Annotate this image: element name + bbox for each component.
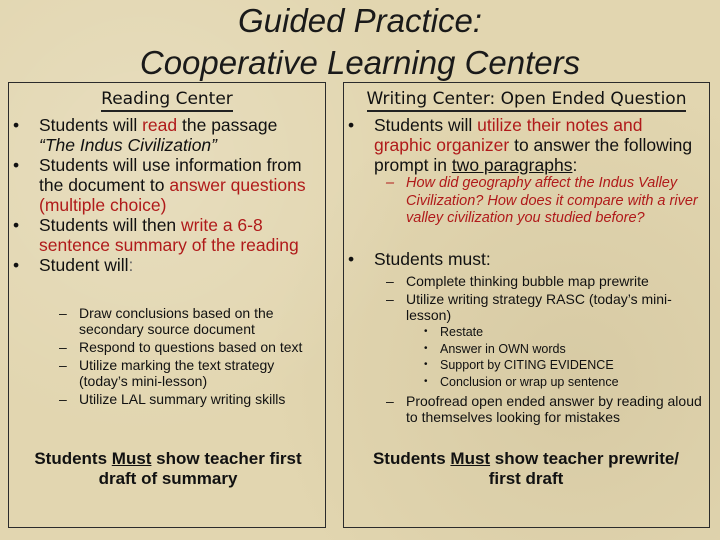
reading-must-note: Students Must show teacher first draft of summary [34, 449, 302, 488]
reading-bullet-4: • Student will: [9, 255, 325, 275]
rasc-item: • Restate [424, 324, 694, 341]
reading-subitem: – Utilize LAL summary writing skills [57, 391, 319, 407]
writing-subitem: – Complete thinking bubble map prewrite [384, 273, 702, 289]
reading-subitem: – Utilize marking the text strategy (today’s mini-lesson) [57, 357, 319, 389]
reading-subitem: – Draw conclusions based on the secondary source document [57, 305, 319, 337]
rasc-list [424, 324, 694, 391]
writing-subitems [384, 273, 702, 325]
rasc-item: • Conclusion or wrap up sentence [424, 374, 694, 391]
reading-subitem: – Respond to questions based on text [57, 339, 319, 355]
reading-bullets [9, 115, 325, 275]
reading-subitems [57, 305, 319, 409]
reading-center-panel [8, 82, 326, 528]
reading-bullet-3: • Students will then write a 6-8 sentence summary of the reading [9, 215, 325, 255]
reading-bullet-2: • Students will use information from the document to answer questions (multiple choice) [9, 155, 325, 215]
writing-bullet-1: • Students will utilize their notes and graphic organizer to answer the following prompt in two paragraphs: [344, 115, 704, 175]
title-line-1: Guided Practice: [238, 2, 482, 39]
reading-bullet-1: • Students will read the passage “The Indus Civilization” [9, 115, 325, 155]
writing-subitem: – Utilize writing strategy RASC (today’s mini-lesson) [384, 291, 702, 323]
rasc-item: • Support by CITING EVIDENCE [424, 357, 694, 374]
writing-prompt: – How did geography affect the Indus Valley Civilization? How does it compare with a river valley civilization you studied before? [384, 175, 700, 228]
page-title [0, 0, 720, 84]
writing-subitems-2 [384, 393, 706, 427]
writing-center-heading: Writing Center: Open Ended Question [344, 89, 709, 109]
writing-bullets [344, 115, 704, 175]
writing-subitem: – Proofread open ended answer by reading aloud to themselves looking for mistakes [384, 393, 706, 425]
title-line-2: Cooperative Learning Centers [139, 44, 581, 81]
writing-must-note: Students Must show teacher prewrite/ first draft [372, 449, 680, 488]
reading-center-heading: Reading Center [9, 89, 325, 109]
writing-bullets-2 [344, 249, 704, 269]
writing-center-panel [343, 82, 710, 528]
writing-prompt-list [384, 175, 700, 230]
rasc-item: • Answer in OWN words [424, 341, 694, 358]
writing-bullet-2: • Students must: [344, 249, 704, 269]
